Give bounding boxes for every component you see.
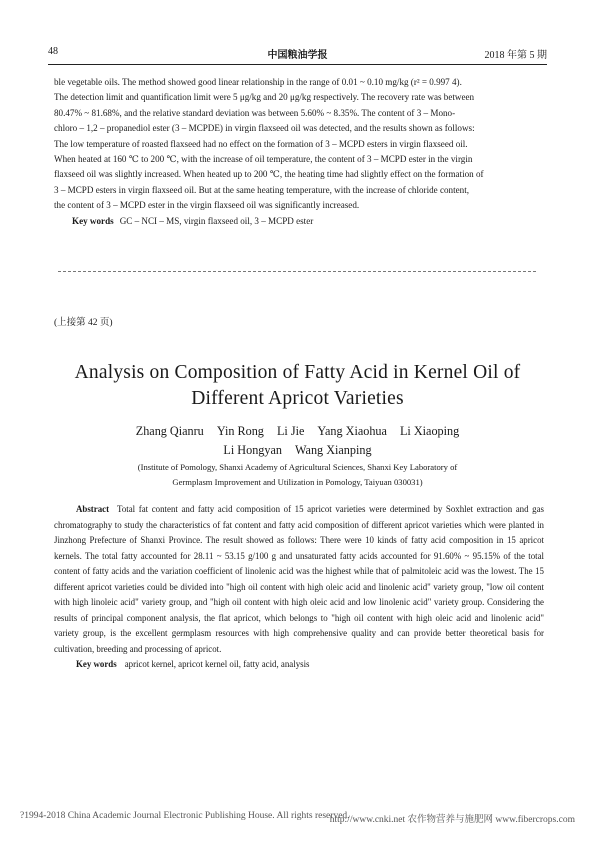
abstract-text: Total fat content and fatty acid composition of 15 apricot varieties were determined by Soxhlet extraction and gas chromatography to study the characteristics of fat content and fatty acid composition of different apricot varieties which were planted in Jinzhong Prefecture of Shanxi Province. The result showed as follows: There were 10 kinds of fatty acid composition in 15 apricot kernels. The total fatty accounted for 28.11 ~ 53.15 g/100 g and unsaturated fatty acids accounted for 91.60% ~ 95.15% of the total content of fatty acids and the variation coefficient of linolenic acid was the highest while that of palmitoleic acid was the lowest. The 15 different apricot varieties could be divided into "high oil content with high oleic acid and linolenic acid" variety group, "low oil content with high linoleic acid" variety group, and "high oil content with high oleic acid and low linolenic acid" variety group. Considering the results of principal component analysis, the flat apricot, which belongs to "high oil content with high oleic acid and linolenic acid" variety group, is the excellent germplasm resources with high comprehensive quality and can provide better theoretical basis for cultivation, breeding and processing of apricot.: [54, 504, 544, 654]
article-separator: [58, 271, 536, 272]
continued-from-note: (上接第 42 页): [54, 318, 113, 328]
prev-keywords: [54, 214, 544, 229]
prev-abstract-line: chloro – 1,2 – propanediol ester (3 – MCPDE) in virgin flaxseed oil was detected, and the results shown as follows:: [54, 123, 475, 134]
prev-abstract-line: 80.47% ~ 81.68%, and the relative standard deviation was between 5.60% ~ 8.35%. The content of 3 – Mono-: [54, 107, 456, 118]
title-line: Analysis on Composition of Fatty Acid in Kernel Oil of: [74, 362, 521, 383]
copyright-notice: ?1994-2018 China Academic Journal Electronic Publishing House. All rights reserved.: [20, 811, 350, 821]
prev-abstract-line: The detection limit and quantification limit were 5 μg/kg and 20 μg/kg respectively. The recovery rate was between: [54, 92, 475, 103]
prev-abstract-line: 3 – MCPD esters in virgin flaxseed oil. But at the same heating temperature, with the increase of chloride content,: [54, 184, 469, 195]
previous-article-abstract: [54, 75, 544, 229]
prev-abstract-line: When heated at 160 ℃ to 200 ℃, with the increase of oil temperature, the content of 3 – MCPD ester in the virgin: [54, 154, 473, 165]
affiliation-line: Germplasm Improvement and Utilization in Pomology, Taiyuan 030031): [172, 477, 423, 487]
author-name: Wang Xianping: [295, 443, 372, 457]
keywords-label: Key words: [76, 659, 117, 669]
prev-keywords-text: GC – NCI – MS, virgin flaxseed oil, 3 – MCPD ester: [119, 215, 314, 226]
running-header: [48, 46, 547, 62]
author-name: Li Hongyan: [223, 443, 282, 457]
watermark-text: http://www.cnki.net 农作物营养与施肥网 www.fibercrops.com: [329, 815, 575, 825]
author-list: [60, 422, 535, 460]
author-name: Li Jie: [276, 424, 305, 438]
author-name: Li Xiaoping: [399, 424, 460, 438]
author-name: Yang Xiaohua: [317, 424, 387, 438]
keywords-line: [54, 657, 544, 673]
prev-abstract-line: the content of 3 – MCPD ester in the virgin flaxseed oil was significantly increased.: [54, 200, 360, 211]
prev-abstract-line: The low temperature of roasted flaxseed had no effect on the formation of 3 – MCPD esters in virgin flaxseed oil.: [54, 138, 468, 149]
keywords-text: apricot kernel, apricot kernel oil, fatty acid, analysis: [124, 659, 310, 669]
article-title: [40, 360, 555, 412]
author-name: Yin Rong: [216, 424, 264, 438]
prev-keywords-label: Key words: [72, 215, 114, 226]
prev-abstract-line: ble vegetable oils. The method showed good linear relationship in the range of 0.01 ~ 0.10 mg/kg (r² = 0.997 4).: [54, 77, 462, 87]
journal-name: 中国粮油学报: [267, 50, 328, 61]
abstract-paragraph: [54, 502, 544, 657]
issue-label: 2018 年第 5 期: [484, 50, 547, 61]
affiliation: [60, 460, 535, 490]
title-line: Different Apricot Varieties: [191, 388, 404, 409]
abstract-label: Abstract: [76, 504, 110, 514]
author-name: Zhang Qianru: [135, 424, 204, 438]
header-rule: [48, 64, 547, 65]
prev-abstract-line: flaxseed oil was slightly increased. When heated up to 200 ℃, the heating time had slightly effect on the formation of: [54, 169, 484, 180]
page-number: 48: [48, 46, 58, 57]
abstract-section: [54, 502, 544, 673]
affiliation-line: (Institute of Pomology, Shanxi Academy of Agricultural Sciences, Shanxi Key Laboratory of: [137, 462, 458, 472]
